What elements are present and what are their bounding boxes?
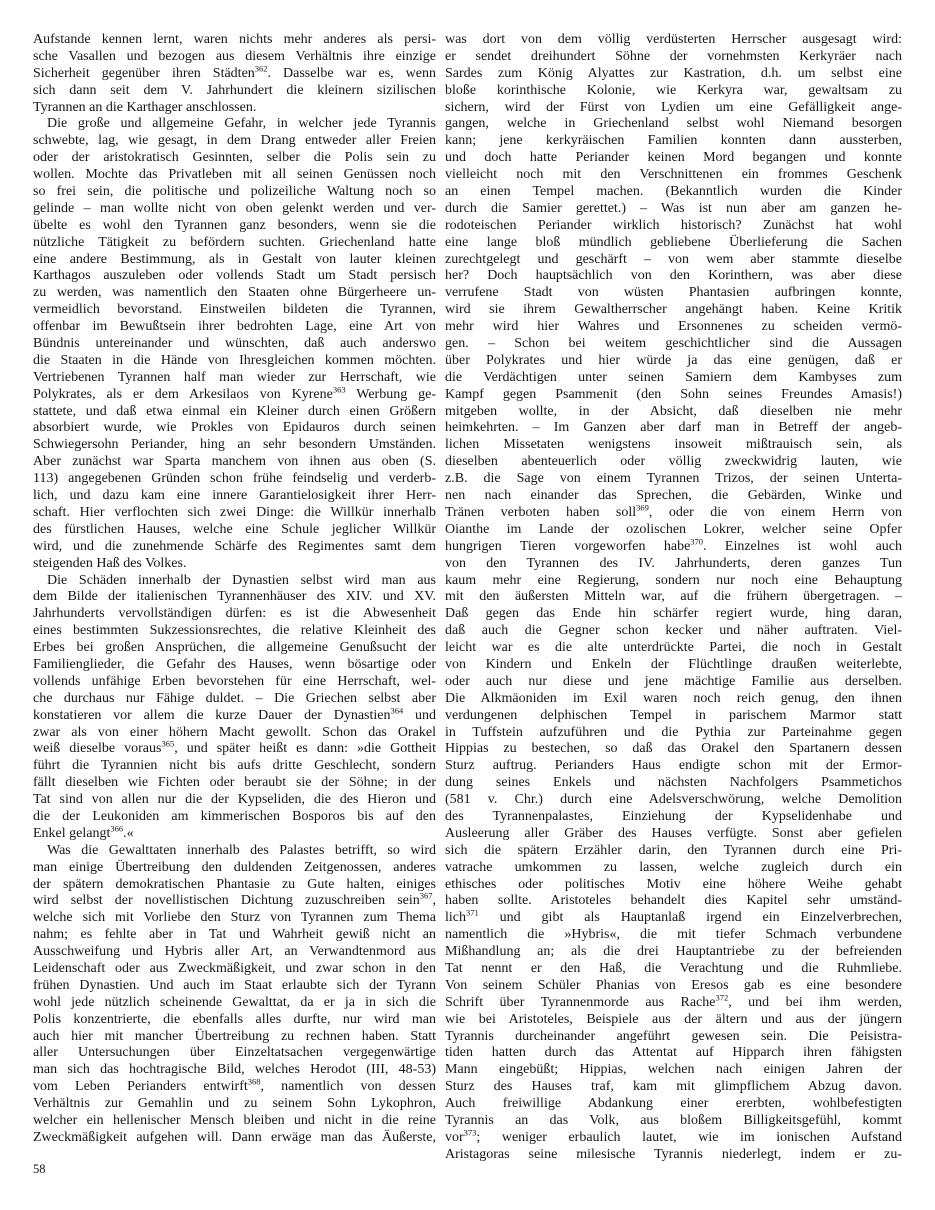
text-line: Schrift über Tyrannenmorde aus Rache$^{372}$, und bei ihm werden, (445, 992, 902, 1010)
text-line: Karthagos auszuleben oder vollends Stadt um Stadt persisch (33, 268, 436, 284)
text-line: welcher ein hellenischer Mensch bleiben und nicht in die reine (33, 1113, 436, 1128)
text-line: lich$^{371}$ und gibt als Hauptanlaß irgend ein Einzelverbrechen, (445, 907, 902, 926)
text-line: von den Tyrannen des IV. Jahrhunderts, deren ganzes Tun (445, 555, 902, 571)
footnote-ref: 372 (715, 992, 729, 1003)
text-line: Tyrannis durcheinander angeführt gewesen sein. Die Peisistra- (445, 1028, 902, 1044)
text-line: sche Vasallen und bezogen aus diesem Verhältnis ihre einzige (33, 48, 436, 64)
text-line: kann; jene kerkyräischen Familien konnten dann aussterben, (445, 133, 902, 149)
text-line: mit den äußersten Mitteln war, auf die frühern übergetragen. – (445, 589, 902, 605)
text-line: sich dann seit dem V. Jahrhundert die kleinern sizilischen (33, 82, 436, 98)
text-line: durch die Samier gerettet.) – Was ist nun aber am ganzen he- (445, 200, 902, 216)
text-line: sich die spätern Erzähler darin, den Tyrannen durch eine Pri- (445, 842, 902, 858)
text-line: rodoteischen Periander wirklich historisch? Zunächst hat wohl (445, 217, 902, 233)
text-line: von Kindern und Enkeln der Flüchtlinge draußen weiterlebte, (445, 656, 902, 672)
text-line: Aufstande kennen lernt, waren nichts mehr anderes als persi- (33, 32, 436, 47)
text-line: nützliche Tätigkeit zu befördern suchten. Griechenland hatte (33, 234, 436, 250)
text-line: zurechtgelegt und geschärft – von wem aber stammte dieselbe (445, 251, 902, 267)
text-line: die Staaten in die Hände von Ihresgleichen kommen möchten. (33, 352, 436, 368)
footnote-ref: 368 (247, 1076, 261, 1087)
text-line: schwebte, lag, wie gesagt, in dem Drang entweder aller Freien (33, 133, 436, 149)
text-line: verdungenen delphischen Tempel in parischem Marmor statt (445, 707, 902, 723)
text-line: Familienglieder, die Gefahr des Hauses, wenn bösartige oder (33, 656, 436, 672)
text-line: ethisches oder politisches Motiv eine höhere Weihe gehabt (445, 876, 902, 892)
text-line: an einen Tempel machen. (Bekanntlich wurden die Kinder (445, 184, 902, 200)
footnote-ref: 370 (690, 536, 704, 547)
text-line: fällt dieselben wie Fichten oder beraubt sie der Söhne; in der (33, 775, 436, 791)
text-line: Mann eingebüßt; Hippias, welchen nach einigen Jahren der (445, 1062, 902, 1078)
text-line: man sich das hochtragische Bild, welches Herodot (III, 48-53) (33, 1062, 436, 1078)
text-line: der spätern demokratischen Phantasie zu Gute halten, einiges (33, 876, 436, 892)
text-line: dung seines Enkels und nächsten Nachfolgers Psammetichos (445, 775, 902, 791)
text-line: und doch hatte Periander keinen Mord begangen und konnte (445, 150, 902, 166)
text-line: Jahrhunderts vervollständigen dürfen: es ist die Abwesenheit (33, 606, 436, 622)
footnote-ref: 362 (254, 63, 268, 74)
text-line: wollen. Mochte das Privatleben mit all seinen Genüssen noch (33, 167, 436, 183)
text-line: Die große und allgemeine Gefahr, in welcher jede Tyrannis (47, 116, 436, 132)
text-line: oder der aristokratisch Gesinnten, selber die Polis sein zu (33, 150, 436, 166)
text-line: Sicherheit gegenüber ihren Städten$^{362}$. Dasselbe war es, wenn (33, 63, 436, 81)
text-line: vatrache umkommen zu lassen, welche zugleich durch ein (445, 859, 902, 875)
text-line: Ausschweifung und Hybris aller Art, an Verwandtenmord aus (33, 944, 436, 960)
text-line: er sendet dreihundert Söhne der vornehmsten Kerkyräer nach (445, 48, 902, 64)
text-line: Ausleerung aller Gräber des Hauses verfügte. Sonst aber gefielen (445, 825, 902, 841)
text-line: Aristagoras seine milesische Tyrannis niederlegt, indem er zu- (445, 1146, 902, 1162)
text-line: die der Leukoniden am kimmerischen Bosporos bis auf den (33, 808, 436, 824)
text-column-right (445, 32, 902, 1164)
text-line: vor$^{373}$; weniger erbaulich lautet, wie im ionischen Aufstand (445, 1127, 902, 1145)
text-line: eines bestimmten Sukzessionsrechtes, die relative Kleinheit des (33, 623, 436, 639)
text-line: haben sollte. Aristoteles behandelt dies Kapitel sehr umständ- (445, 893, 902, 909)
text-line: gen. – Schon bei weitem geschichtlicher sind die Aussagen (445, 336, 902, 352)
text-line: Aber zunächst war Sparta manchem von ihnen aus oben (S. (33, 454, 436, 470)
text-line: Vertriebenen Tyrannen half man wieder zur Herrschaft, wie (33, 369, 436, 385)
text-line: auch hier mit mancher Übertreibung zu rechnen haben. Statt (33, 1028, 436, 1044)
footnote-ref: 366 (110, 823, 124, 834)
text-line: man einige Übertreibung den duldenden Zeitgenossen, anderes (33, 859, 436, 875)
text-body (33, 32, 902, 1164)
footnote-ref: 369 (636, 502, 649, 513)
text-line: hungrigen Tieren vorgeworfen habe$^{370}$. Einzelnes ist wohl auch (445, 536, 902, 554)
footnote-ref: 364 (390, 704, 404, 715)
text-line: gelinde – man wollte nicht von oben gelenkt werden und ver- (33, 200, 436, 216)
text-line: wie bei Aristoteles, Beispiele aus der ältern und aus der jüngern (445, 1011, 902, 1027)
text-line: in Tuffstein aufzuführen und die Pythia zur Parteinahme gegen (445, 724, 902, 740)
text-line: die Verdächtigen unter seinen Samiern dem Kambyses zum (445, 369, 902, 385)
text-line: steigenden Haß des Volkes. (33, 555, 187, 571)
text-line: leicht war es die alte unterdrückte Partei, die noch in Gestalt (445, 640, 902, 656)
text-line: Mißhandlung an; als die drei Hauptantriebe zu der befreienden (445, 944, 902, 960)
text-line: aller Untersuchungen über Einzeltatsachen vergegenwärtige (33, 1045, 436, 1061)
text-line: Hippias zu bestechen, so daß das Orakel den Spartanern dessen (445, 741, 902, 757)
text-line: Leidenschaft oder aus Zweckmäßigkeit, und zwar schon in den (33, 960, 436, 976)
text-line: lichen Missetaten wenigstens insoweit mißtrauisch sein, als (445, 437, 902, 453)
text-line: Sardes zum König Alyattes zur Kastration, d.h. um selbst eine (445, 65, 902, 81)
text-line: nen nach einander das Sprechen, die Gebärden, Winke und (445, 488, 902, 504)
text-line: nahm; es fehlte aber in Tat und Wahrheit gewiß nicht an (33, 927, 436, 943)
text-line: (581 v. Chr.) durch eine Adelsverschwörung, welche Demolition (445, 792, 902, 808)
page-number: 58 (33, 1162, 46, 1176)
text-line: Tränen verboten haben soll$^{369}$, oder die von einem Herrn von (445, 502, 902, 520)
text-line: Enkel gelangt$^{366}$.« (33, 823, 134, 841)
text-line: über Polykrates und hier würde ja das eine genügen, daß er (445, 352, 902, 368)
text-line: stattete, und daß etwa einmal ein Kleiner durch einen Größern (33, 403, 436, 419)
footnote-ref: 367 (419, 890, 433, 901)
text-line: Zweckmäßigkeit aufgehen will. Dann erwäge man das Äußerste, (33, 1129, 436, 1145)
footnote-ref: 363 (332, 384, 346, 395)
text-line: Sturz auftrug. Perianders Haus endigte schon mit der Ermor- (445, 758, 902, 774)
text-line: kaum mehr eine Regierung, sondern nur noch eine Behauptung (445, 572, 902, 588)
text-line: mehr wird hier Wahres und Ersonnenes zu scheiden vermö- (445, 319, 902, 335)
text-line: daß auch die Gegner schon kecker und näher auftraten. Viel- (445, 623, 902, 639)
text-line: wird, und die zunehmende Schärfe des Regimentes samt dem (33, 538, 436, 554)
text-line: vom Leben Perianders entwirft$^{368}$, namentlich von dessen (33, 1076, 436, 1095)
text-line: verrufene Stadt von wüsten Phantasien aufbringen konnte, (445, 285, 902, 301)
text-line: vollends unfähige Erben bevorstehen für eine Herrschaft, wel- (33, 673, 436, 689)
text-line: des Tyrannenpalastes, Einziehung der Kypselidenhabe und (445, 808, 902, 824)
text-line: Was die Gewalttaten innerhalb des Palastes betrifft, so wird (47, 842, 436, 858)
text-line: Daß gegen das Ende hin schärfer regiert wurde, hing daran, (445, 606, 902, 622)
text-line: was dort von dem völlig verdüsterten Herrscher ausgesagt wird: (445, 32, 902, 47)
text-line: absorbiert wurde, wie Prokles von Epidauros durch seinen (33, 420, 436, 436)
text-line: che durchaus nur Fähige duldet. – Die Griechen selbst aber (33, 690, 436, 706)
text-line: Tat sind von allen nur die der Kypseliden, die des Hieron und (33, 792, 436, 808)
text-line: Bündnis untereinander und wünschten, daß auch anderswo (33, 336, 436, 352)
text-line: Sturz des Hauses traf, kam mit glimpflichem Abzug davon. (445, 1079, 902, 1095)
text-line: Die Schäden innerhalb der Dynastien selbst wird man aus (47, 572, 436, 588)
text-line: Oianthe im Lande der ozolischen Lokrer, welcher seine Opfer (445, 521, 902, 537)
text-line: bloße korinthische Kolonie, wie Kerkyra war, gewaltsam zu (445, 82, 902, 98)
text-line: führt die Tyrannien nicht bis aufs dritte Geschlecht, sondern (33, 758, 436, 774)
text-line: Die Alkmäoniden im Exil waren noch reich genug, den ihnen (445, 690, 902, 706)
text-line: lich, und dazu kam eine innere Garantielosigkeit ihrer Herr- (33, 488, 436, 504)
text-line: oder auch nur diese und jene mächtige Familie aus derselben. (445, 673, 902, 689)
text-line: Von seinem Schüler Phanias von Eresos gab es eine besondere (445, 977, 902, 993)
text-line: gangen, welche in Griechenland selbst wohl Niemand besorgen (445, 116, 902, 132)
text-line: eine lange bloß mündlich gebliebene Überlieferung die Sachen (445, 234, 902, 250)
text-line: 113) angegebenen Gründen schon frühe feindselig und verderb- (33, 471, 436, 487)
text-line: tiden hatten durch das Attentat auf Hipparch ihren fähigsten (445, 1045, 902, 1061)
text-line: so frei sein, die politische und polizeiliche Waltung noch so (33, 184, 436, 200)
footnote-ref: 365 (161, 738, 175, 749)
text-line: übelte es wohl den Tyrannen ganz besonders, wenn sie die (33, 217, 436, 233)
text-line: welche sich mit Vorliebe den Sturz von Tyrannen zum Thema (33, 910, 436, 926)
text-line: her? Doch hauptsächlich von den Korinthern, was aber diese (445, 268, 902, 284)
text-line: offenbar im Bewußtsein ihrer bedrohten Lage, eine Art von (33, 319, 436, 335)
text-line: schaft. Hier verflochten sich zwei Dinge: die Willkür innerhalb (33, 504, 436, 520)
footnote-ref: 373 (463, 1127, 477, 1138)
text-line: wohl jede nützlich scheinende Gewalttat, da er ja in sich die (33, 994, 436, 1010)
text-column-left (33, 32, 436, 1164)
text-line: Auch freiwillige Abdankung einer ererbten, wohlbefestigten (445, 1096, 902, 1112)
text-line: Tyrannen an die Karthager anschlossen. (33, 99, 257, 115)
text-line: frühen Dynastien. Und auch im Staat erlaubte sich der Tyrann (33, 977, 436, 993)
text-line: Verhältnis zur Gemahlin und zu seinem Sohn Lykophron, (33, 1096, 436, 1112)
text-line: Tat nennt er den Haß, die Verachtung und die Ruhmliebe. (445, 960, 902, 976)
text-line: konstatieren vor allem die kurze Dauer der Dynastien$^{364}$ und (33, 704, 437, 723)
text-line: Polis konzentrierte, die ebenfalls alles durfte, nur wird man (33, 1011, 436, 1027)
text-line: mitgeben wollte, in der Absicht, daß dieselben nie mehr (445, 403, 902, 419)
text-line: eine andere Bestimmung, als in Gestalt von lauter kleinen (33, 251, 436, 267)
footnote-ref: 371 (466, 907, 479, 918)
text-line: wird sie ihrem Gewaltherrscher angehängt haben. Keine Kritik (445, 302, 902, 318)
text-line: Tyrannis an das Volk, aus bloßem Billigkeitsgefühl, kommt (445, 1113, 902, 1128)
text-line: dem Bilde der italienischen Tyrannenhäuser des XIV. und XV. (33, 589, 436, 605)
text-line: Schwiegersohn Periander, hing an sehr besondern Umständen. (33, 437, 436, 453)
text-line: z.B. die Sage von einem Tyrannen Trizos, der seinen Unterta- (445, 471, 902, 487)
text-line: vermeidlich bevorstand. Einstweilen bildeten die Tyrannen, (33, 302, 436, 318)
text-line: Polykrates, als er dem Arkesilaos von Kyrene$^{363}$ Werbung ge- (33, 384, 436, 402)
text-line: dieselben abenteuerlich oder völlig zweckwidrig lauten, wie (445, 454, 902, 470)
text-line: Kampf gegen Psammenit (den Sohn seines Freundes Amasis!) (445, 386, 902, 402)
text-line: Erbes bei großen Ansprüchen, die allgemeine Genußsucht der (33, 640, 436, 656)
text-line: sichern, wird der Fürst von Lydien um eine Gefälligkeit ange- (445, 99, 902, 115)
text-line: heimkehrten. – Im Ganzen aber darf man in Betreff der angeb- (445, 420, 902, 436)
text-line: vielleicht noch mit den Verschnittenen ein frommes Geschenk (445, 167, 902, 183)
text-line: zu werden, was namentlich den Staaten ohne Bürgerheere un- (33, 285, 436, 301)
text-line: namentlich die »Hybris«, die mit tiefer Schmach verbundene (445, 927, 902, 943)
text-line: wird selbst der novellistischen Dichtung zuzuschreiben sein$^{367}$, (33, 890, 436, 909)
text-line: weiß dieselbe voraus$^{365}$, und später heißt es dann: »die Gottheit (33, 738, 436, 757)
text-line: zwar als von einer höhern Macht gewollt. Schon das Orakel (33, 724, 436, 740)
text-line: des fürstlichen Hauses, welche eine Schule jeglicher Willkür (33, 521, 436, 537)
